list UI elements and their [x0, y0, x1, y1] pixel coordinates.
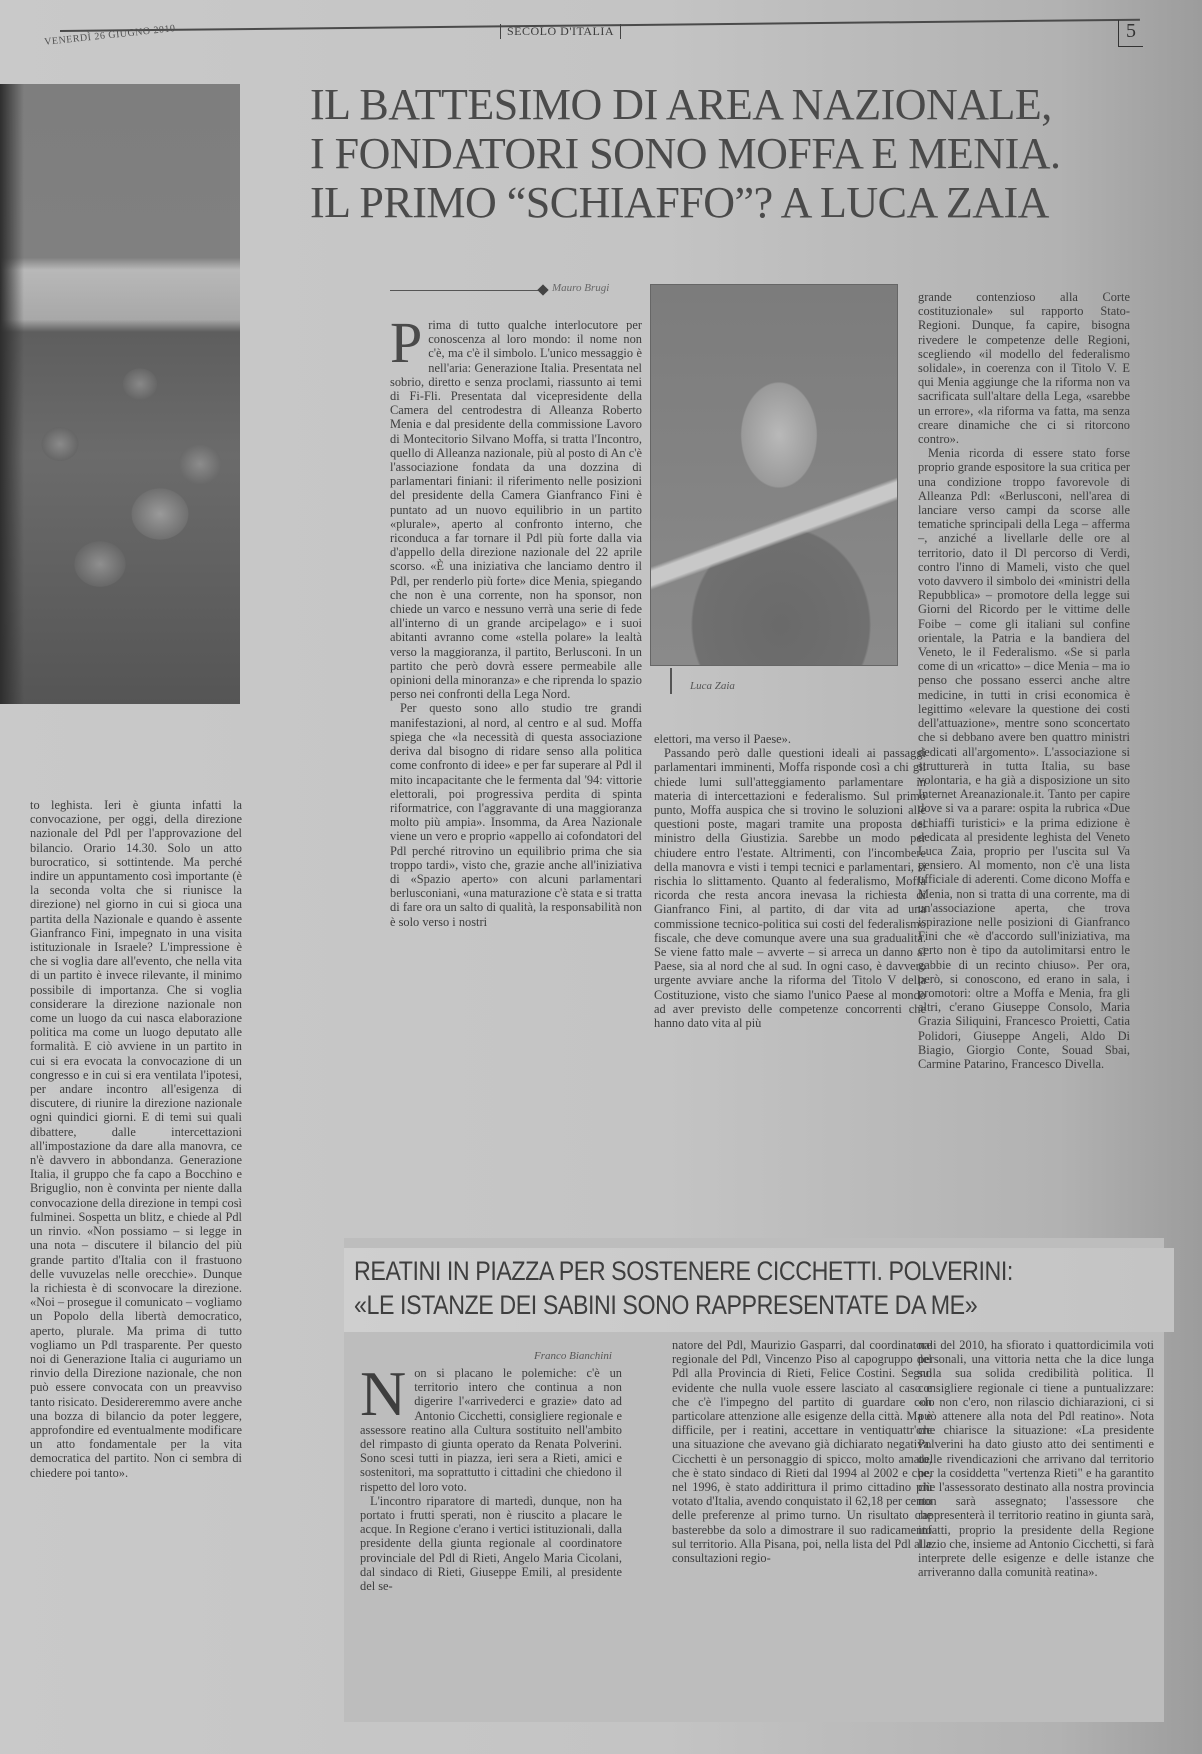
article2-column-3: [918, 1338, 1154, 1718]
headline-line: IL PRIMO “SCHIAFFO”? A LUCA ZAIA: [310, 178, 1049, 227]
article2-byline: Franco Bianchini: [534, 1350, 612, 1362]
dropcap: N: [360, 1366, 407, 1429]
headline-line: I FONDATORI SONO MOFFA E MENIA.: [310, 129, 1061, 178]
masthead: SECOLO D'ITALIA: [500, 24, 621, 39]
paragraph: rima di tutto qualche interlocutore per conoscenza al loro mondo: il nome non c'è, ma c'è il simbolo. L'unico messaggio è nell'aria: Generazione Italia. Presentata nel sobrio, diretto e senza proclami, riassunto ai temi di Fi-Fli. Presentata dal vicepresidente della Camera del centrodestra di Alleanza Roberto Menia e dal presidente della commissione Lavoro di Montecitorio Silvano Moffa, si tratta l'Incontro, quello di Alleanza nazionale, più al posto di An c'è l'associazione fondata da una dozzina di parlamentari finiani: il riferimento nelle posizioni del presidente della Camera Gianfranco Fini è puntato ad un nuovo equilibrio in un partito «plurale», aperto al confronto interno, che riconduca a far tornare il Pdl più forte dalla via d'appello della direzione nazionale del 22 aprile scorso. «È una iniziativa che lanciamo dentro il Pdl, per renderlo più forte» dice Menia, spiegando che non è una corrente, non ha sponsor, non chiede un varco e nessuno verrà una serie di fede all'interno di un grande arcipelago» e i suoi abitanti avranno come «stella polare» la lealtà verso la maggioranza, il partito, Berlusconi. In un partito che però dovrà essere permeabile alle opinioni della minoranza» e che riprenda lo spazio perso nei confronti della Lega Nord.: [390, 318, 642, 702]
paragraph: Per questo sono allo studio tre grandi manifestazioni, al nord, al centro e al sud. Moffa spiega che «la necessità di questa associazione deriva dal bisogno di ridare senso alla politica come confronto di idee» e per far superare al Pdl il mito incapacitante che le fermenta dal '94: vittorie elettorali, poi progressiva perdita di spinta riformatrice, con l'aggravante di una maggioranza molto più ampia». Insomma, da Area Nazionale viene un vero e proprio «appello ai cofondatori del Pdl perché ritrovino un equilibrio prima che sia troppo tardi», visto che, grazie anche all'iniziativa di «Spazio aperto» con alcuni parlamentari berlusconiani, «una maturazione c'è stata e si tratta di fare ora un salto di qualità, la responsabilità non è solo verso i nostri: [390, 701, 642, 929]
photo-caption: Luca Zaia: [690, 680, 735, 692]
article2-column-1: [360, 1366, 622, 1712]
dropcap: P: [390, 318, 423, 375]
paragraph: on si placano le polemiche: c'è un territorio intero che continua a non digerire l'«arrivederci e grazie» dato ad Antonio Cicchetti, consigliere regionale e assessore reatino alla Cultura sostituito nell'ambito del rimpasto di giunta operato da Renata Polverini. Sono scesi tutti in piazza, ieri sera a Rieti, amici e sostenitori, ma soprattutto i cittadini che chiedono il rispetto del loro voto.: [360, 1366, 622, 1494]
article1-column-3: [918, 290, 1130, 1170]
paragraph: Menia ricorda di essere stato forse proprio grande espositore la sua critica per una condizione troppo favorevole di Alleanza Pdl: «Berlusconi, nell'area di lanciare verso campi da scorse alle tematiche sprincipali della Lega – afferma –, anziché a livellarle delle ore al territorio, dato il Dl percorso di Verdi, contro l'inno di Mameli, visto che quel voto davvero il simbolo dei «ministri della Repubblica» – promotore della legge sui Giorni del Ricordo per le vittime delle Foibe – come gli italiani sul confine orientale, la Patria e la bandiera del Veneto, le il Federalismo. «Se si parla come di un «ricatto» – dice Menia – ma io penso che possano esserci anche altre medicine, in tutti in crisi economica è legittimo «elevare la questione dei costi dell'attuazione», mentre sono sconcertato che si debbano avere ben quattro ministri dedicati all'argomento». L'associazione si strutturerà in tutta Italia, su base volontaria, e ha già a disposizione un sito Internet Areanazionale.it. Tanto per capire dove si va a parare: ospita la rubrica «Due schiaffi turistici» e la prima edizione è dedicata al presidente leghista del Veneto Luca Zaia, proprio per l'uscita sul Va pensiero. Al momento, non c'è una lista ufficiale di aderenti. Come dicono Moffa e Menia, non si tratta di una corrente, ma di un'associazione aperta, che trova ispirazione nelle posizioni di Gianfranco Fini che «è d'accordo sull'iniziativa, ma certo non è tipo da autolimitarsi entro le gabbie di un recinto chiuso». Per ora, però, si conoscono, ed erano in sala, i promotori: oltre a Moffa e Menia, fra gli altri, c'erano Giuseppe Consolo, Maria Grazia Siliquini, Francesco Proietti, Catia Polidori, Giuseppe Angeli, Aldo Di Biagio, Giorgio Conte, Souad Sbai, Carmine Patarino, Francesco Divella.: [918, 446, 1130, 1071]
paragraph: to leghista. Ieri è giunta infatti la convocazione, per oggi, della direzione nazionale del Pdl per l'approvazione del bilancio. Orario 14.30. Solo un atto burocratico, si sottintende. Ma perché indire un appuntamento così importante (è la seconda volta che si riunisce la direzione) nel giorno in cui si gioca una partita della Nazionale e quando è assente Gianfranco Fini, impegnato in una visita istituzionale in Israele? L'impressione è che si voglia dare all'evento, che nella vita di un partito è invece rilevante, il minimo possibile di importanza. Che si voglia considerare la direzione nazionale non come un luogo da cui nasca elaborazione politica ma come un luogo deputato alle formalità. E ciò avviene in un partito in cui si era evocata la convocazione di un congresso e in cui si era ventilata l'ipotesi, per andare incontro all'esigenza di discutere, di riunire la direzione nazionale ogni quindici giorni. E di temi sui quali dibattere, dalle intercettazioni all'impostazione da dare alla manovra, ce n'è davvero in abbondanza. Generazione Italia, il gruppo che fa capo a Bocchino e Briguglio, non è convinta per niente dalla convocazione della direzione in tempi così fulminei. Sospetta un blitz, e chiede al Pdl un rinvio. «Non possiamo – si legge in una nota – discutere il bilancio del più grande partito d'Italia con il frastuono delle vuvuzelas nelle orecchie». Dunque la richiesta è di sconvocare la direzione. «Noi – prosegue il comunicato – vogliamo un Popolo della libertà democratico, aperto, plurale. Ma prima di tutto vogliamo un Pdl trasparente. Per questo noi di Generazione Italia ci auguriamo un rinvio della Direzione nazionale, che non può essere convocata con un preavviso tanto risicato. Desidereremmo avere anche una bozza di bilancio da poter leggere, approfondire ed eventualmente modificare un atto fondamentale per la vita democratica del partito. Non ci sembra di chiedere poi tanto».: [30, 798, 242, 1480]
paragraph: natore del Pdl, Maurizio Gasparri, dal coordinatore regionale del Pdl, Vincenzo Piso al capogruppo del Pdl alla Provincia di Rieti, Felice Costini. Segno evidente che nulla vuole essere lasciato al caso e che c'è l'impegno del partito di guardare con particolare attenzione alle esigenze della città. Ma è difficile, per i reatini, accettare in ventiquattr'ore una situazione che avevano già dichiarato negativa. Cicchetti è un personaggio di spicco, molto amato, che è stato sindaco di Rieti dal 1994 al 2002 e che, nel 1996, è stato addirittura il primo cittadino più votato d'Italia, avendo conquistato il 62,18 per cento delle preferenze al primo turno. Un risultato che basterebbe da solo a dimostrare il suo radicamento sul territorio. Alla Pisana, poi, nella lista del Pdl alle consultazioni regio-: [672, 1338, 932, 1566]
conference-audience-photo: [0, 84, 240, 704]
article1-headline: [310, 80, 1150, 227]
paragraph: L'incontro riparatore di martedì, dunque, non ha portato i frutti sperati, non è riuscito a placare le acque. In Regione c'erano i vertici istituzionali, dalla presidente della giunta regionale al coordinatore provinciale del Pdl di Rieti, Angelo Maria Cicolani, dal sindaco di Rieti, Giuseppe Emili, al presidente del se-: [360, 1493, 622, 1594]
caption-bar: [670, 668, 672, 694]
left-column-article: [30, 798, 242, 1718]
headline-line: REATINI IN PIAZZA PER SOSTENERE CICCHETTI. POLVERINI:: [354, 1256, 1013, 1286]
header-date: VENERDÌ 26 GIUGNO 2010: [43, 23, 177, 48]
article1-column-2: [654, 732, 926, 1178]
paragraph: elettori, ma verso il Paese».: [654, 732, 791, 746]
paragraph: Passando però dalle questioni ideali ai passaggi parlamentari imminenti, Moffa risponde così a chi gli chiede lumi sull'atteggiamento parlamentare in materia di intercettazioni e federalismo. Sul primo punto, Moffa auspica che si trovino le soluzioni alle questioni poste, magari tramite una proposta del ministro della Giustizia. Sarebbe un modo per chiudere entro l'estate. Altrimenti, con l'incombere della manovra e visti i tempi tecnici e parlamentari, si rischia lo slittamento. Quanto al federalismo, Moffa ricorda che resta ancora inevasa la richiesta di Gianfranco Fini, al partito, di dar vita ad una commissione tecnico-politica sui costi del federalismo fiscale, che deve comunque avere una sua gradualità. Se viene fatto male – avverte – si arreca un danno al Paese, sia al nord che al sud. In ogni caso, è davvero urgente avviare anche la riforma del Titolo V della Costituzione, visto che siamo l'unico Paese al mondo ad aver previsto delle competenze concorrenti che hanno dato vita al più: [654, 746, 926, 1031]
diamond-ornament-icon: [537, 284, 548, 295]
article2-headline: [354, 1254, 1068, 1322]
article2-column-2: [672, 1338, 932, 1718]
article1-column-1: [390, 318, 642, 1178]
article1-byline: Mauro Brugi: [552, 282, 610, 294]
luca-zaia-portrait-photo: [650, 284, 898, 666]
headline-line: «LE ISTANZE DEI SABINI SONO RAPPRESENTATE DA ME»: [354, 1290, 978, 1320]
paragraph: grande contenzioso alla Corte costituzionale» sul rapporto Stato-Regioni. Dunque, fa capire, bisogna rivedere le competenze delle Regioni, scegliendo «il modello del federalismo solidale», in coerenza con il Titolo V. E qui Menia aggiunge che la riforma non va sacrificata sull'altare della Lega, «sarebbe un errore», «la riforma va fatta, ma senza creare dinamiche che ci si ritorcono contro».: [918, 290, 1130, 447]
byline-rule: [390, 290, 542, 291]
page-number: 5: [1118, 20, 1143, 47]
headline-line: IL BATTESIMO DI AREA NAZIONALE,: [310, 80, 1052, 129]
paragraph: nali del 2010, ha sfiorato i quattordicimila voti personali, una vittoria netta che la dice lunga sulla sua solida credibilità politica. Il consigliere regionale ci tiene a puntualizzare: «Io non c'ero, non rilascio dichiarazioni, ci si può attenere alla nota del Pdl reatino». Nota che chiarisce la situazione: «La presidente Polverini ha dato giusto atto dei sentimenti e delle rivendicazioni che arrivano dal territorio per la cosiddetta "vertenza Rieti" e ha garantito che l'assessorato destinato alla nostra provincia non sarà assegnato; l'assessore che rappresenterà il territorio reatino in giunta sarà, infatti, proprio la presidente della Regione Lazio che, insieme ad Antonio Cicchetti, si farà interprete delle esigenze e delle istanze che arriveranno dalla comunità reatina».: [918, 1338, 1154, 1580]
